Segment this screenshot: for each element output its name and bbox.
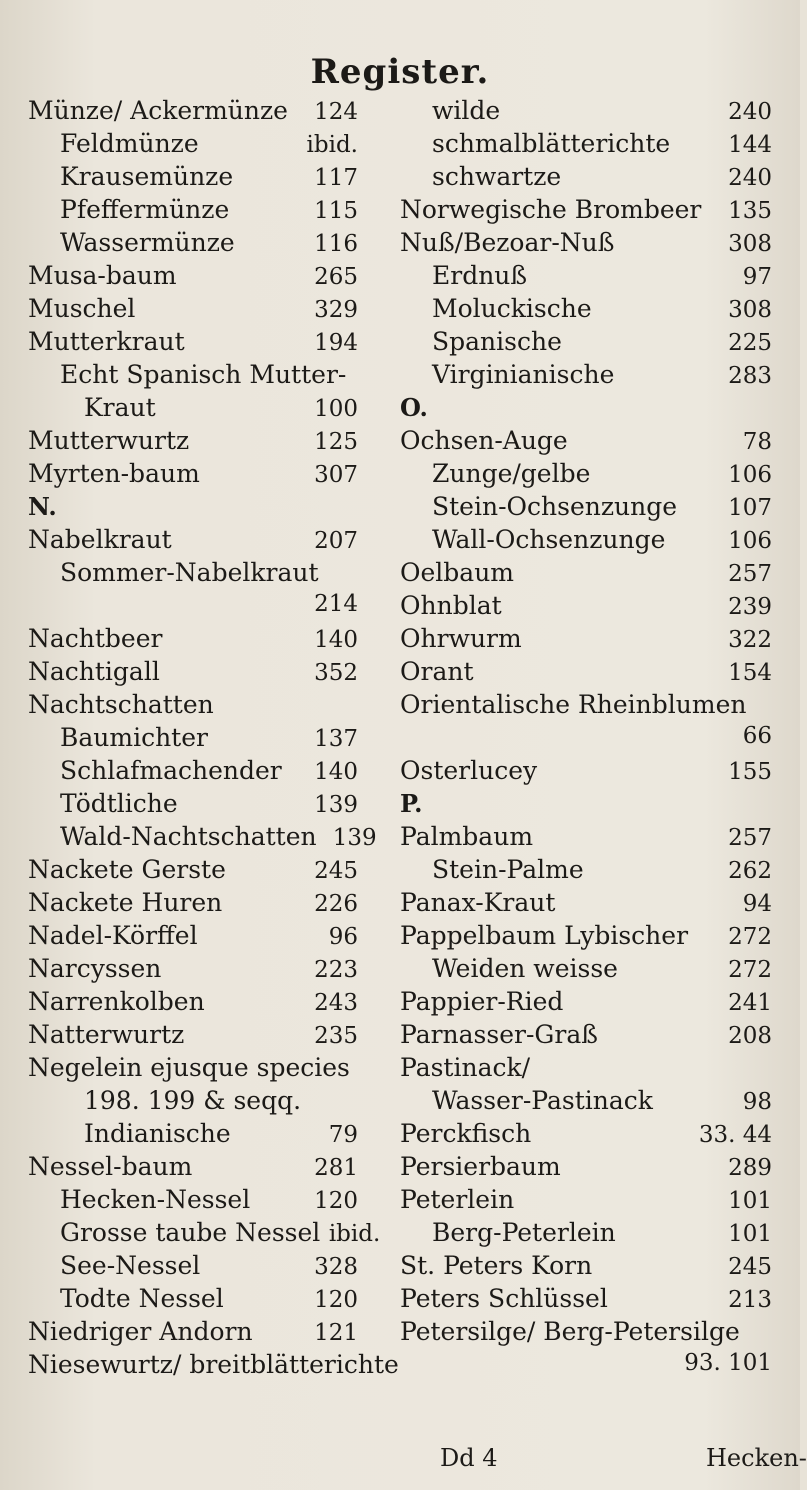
index-entry: [28, 228, 358, 261]
entry-page: 283: [728, 363, 772, 389]
entry-term: Ohrwurm: [400, 624, 522, 653]
entry-page: 117: [314, 165, 358, 191]
index-entry: [400, 591, 772, 624]
index-entry: [28, 294, 358, 327]
entry-page: 257: [728, 561, 772, 587]
entry-term: Ohnblat: [400, 591, 502, 620]
index-entry: [400, 954, 772, 987]
entry-term: Mutterkraut: [28, 327, 185, 356]
entry-term: Persierbaum: [400, 1152, 561, 1181]
entry-term: Natterwurtz: [28, 1020, 185, 1049]
entry-term: Virginianische: [432, 360, 615, 389]
entry-term: Perckfisch: [400, 1119, 532, 1148]
index-entry: [400, 360, 772, 393]
index-entry: [400, 690, 772, 723]
entry-term: Tödtliche: [60, 789, 178, 818]
entry-term: Nabelkraut: [28, 525, 172, 554]
entry-page: 144: [728, 132, 772, 158]
index-entry: [400, 921, 772, 954]
index-entry: [400, 294, 772, 327]
entry-term: Hecken-Nessel: [60, 1185, 251, 1214]
entry-page: 94: [742, 891, 772, 917]
entry-page: 101: [728, 1188, 772, 1214]
index-entry: [28, 1284, 358, 1317]
entry-term: Todte Nessel: [60, 1284, 224, 1313]
index-entry: [28, 162, 358, 195]
index-entry: [28, 954, 358, 987]
page-title: Register.: [310, 52, 490, 92]
entry-page: 97: [742, 264, 772, 290]
entry-page: 107: [728, 495, 772, 521]
entry-page: 265: [314, 264, 358, 290]
section-letter: P.: [400, 789, 423, 818]
index-entry: [400, 129, 772, 162]
entry-term: Parnasser-Graß: [400, 1020, 598, 1049]
entry-term: Nessel-baum: [28, 1152, 193, 1181]
section-letter: N.: [28, 492, 57, 521]
entry-term: schmalblätterichte: [432, 129, 671, 158]
entry-term: Kraut: [84, 393, 156, 422]
index-entry: [400, 1053, 772, 1086]
index-entry: [400, 492, 772, 525]
entry-term: Indianische: [84, 1119, 231, 1148]
index-entry: [28, 327, 358, 360]
index-entry: [28, 690, 358, 723]
index-entry: [28, 789, 358, 822]
index-entry: [28, 987, 358, 1020]
index-entry: [28, 1251, 358, 1284]
entry-term: Münze/ Ackermünze: [28, 96, 288, 125]
entry-term: Weiden weisse: [432, 954, 618, 983]
entry-term: See-Nessel: [60, 1251, 201, 1280]
entry-term: Stein-Ochsenzunge: [432, 492, 678, 521]
index-entry: [400, 1020, 772, 1053]
entry-term: Wall-Ochsenzunge: [432, 525, 666, 554]
index-entry: [28, 1086, 358, 1119]
entry-page: 245: [728, 1254, 772, 1280]
index-entry: [400, 1317, 772, 1350]
entry-term: Palmbaum: [400, 822, 534, 851]
entry-page: 96: [328, 924, 358, 950]
entry-page: 241: [728, 990, 772, 1016]
entry-page: 272: [728, 957, 772, 983]
index-entry: [400, 888, 772, 921]
entry-page: 79: [328, 1122, 358, 1148]
entry-term: Ochsen-Auge: [400, 426, 568, 455]
entry-page: 100: [314, 396, 358, 422]
entry-page: 93. 101: [684, 1350, 772, 1376]
signature-mark: Dd 4: [440, 1444, 498, 1472]
entry-page: 106: [728, 462, 772, 488]
entry-term: schwartze: [432, 162, 562, 191]
entry-term: Nachtschatten: [28, 690, 214, 719]
entry-page: 281: [314, 1155, 358, 1181]
index-entry: [400, 1251, 772, 1284]
index-entry: [400, 1350, 772, 1383]
entry-page: 352: [314, 660, 358, 686]
index-entry: [400, 426, 772, 459]
entry-term: Krausemünze: [60, 162, 234, 191]
index-entry: [28, 657, 358, 690]
entry-page: 140: [314, 627, 358, 653]
entry-page: 120: [314, 1188, 358, 1214]
entry-term: Petersilge/ Berg-Petersilge: [400, 1317, 740, 1346]
entry-page: 235: [314, 1023, 358, 1049]
index-entry: [400, 1086, 772, 1119]
index-entry: [28, 855, 358, 888]
index-entry: [400, 756, 772, 789]
entry-term: Feldmünze: [60, 129, 199, 158]
index-entry: [400, 1152, 772, 1185]
entry-term: Norwegische Brombeer: [400, 195, 702, 224]
index-entry: [400, 459, 772, 492]
index-entry: [28, 822, 377, 855]
index-entry: [28, 1053, 358, 1086]
entry-page: 223: [314, 957, 358, 983]
index-entry: [28, 261, 358, 294]
entry-page: 98: [742, 1089, 772, 1115]
entry-term: Pappelbaum Lybischer: [400, 921, 689, 950]
entry-term: Negelein ejusque species: [28, 1053, 350, 1082]
index-entry: [400, 327, 772, 360]
entry-term: Zunge/gelbe: [432, 459, 591, 488]
index-entry: [400, 822, 772, 855]
entry-page: 125: [314, 429, 358, 455]
entry-term: Mutterwurtz: [28, 426, 190, 455]
entry-page: 245: [314, 858, 358, 884]
entry-term: Narrenkolben: [28, 987, 205, 1016]
entry-term: Nackete Gerste: [28, 855, 226, 884]
entry-page: 139: [314, 792, 358, 818]
entry-term: 198. 199 & seqq.: [84, 1086, 302, 1115]
entry-page: 115: [314, 198, 358, 224]
entry-page: 226: [314, 891, 358, 917]
entry-term: Spanische: [432, 327, 562, 356]
entry-page: 322: [728, 627, 772, 653]
index-entry: [28, 459, 358, 492]
entry-page: 289: [728, 1155, 772, 1181]
entry-term: Nachtbeer: [28, 624, 163, 653]
entry-page: 240: [728, 99, 772, 125]
index-entry: [400, 657, 772, 690]
index-entry: [28, 1020, 358, 1053]
entry-term: Wassermünze: [60, 228, 235, 257]
right-column: [400, 96, 772, 1383]
entry-term: Nuß/Bezoar-Nuß: [400, 228, 615, 257]
index-entry: [400, 624, 772, 657]
index-entry: [28, 888, 358, 921]
entry-term: Peterlein: [400, 1185, 515, 1214]
index-entry: [28, 1350, 399, 1383]
index-entry: [400, 261, 772, 294]
index-entry: [400, 96, 772, 129]
index-entry: [28, 558, 358, 591]
entry-page: 194: [314, 330, 358, 356]
entry-page: 101: [728, 1221, 772, 1247]
index-entry: [28, 525, 358, 558]
index-entry: [400, 195, 772, 228]
index-entry: [400, 162, 772, 195]
entry-term: Niedriger Andorn: [28, 1317, 253, 1346]
entry-page: 135: [728, 198, 772, 224]
entry-page: 214: [314, 591, 358, 617]
entry-term: Osterlucey: [400, 756, 538, 785]
entry-page: 257: [728, 825, 772, 851]
index-entry: [400, 1119, 772, 1152]
entry-page: 124: [314, 99, 358, 125]
entry-term: Nachtigall: [28, 657, 160, 686]
entry-page: 106: [728, 528, 772, 554]
entry-term: Berg-Peterlein: [432, 1218, 616, 1247]
entry-page: ibid.: [306, 132, 358, 158]
index-entry: [28, 591, 358, 624]
entry-page: 66: [742, 723, 772, 749]
index-entry: [28, 1152, 358, 1185]
entry-term: Orant: [400, 657, 474, 686]
index-entry: [28, 1317, 358, 1350]
entry-term: Niesewurtz/ breitblätterichte: [28, 1350, 399, 1379]
entry-term: Narcyssen: [28, 954, 162, 983]
entry-term: Moluckische: [432, 294, 592, 323]
entry-term: Sommer-Nabelkraut: [60, 558, 319, 587]
entry-page: ibid.: [328, 1221, 381, 1247]
entry-page: 308: [728, 231, 772, 257]
entry-term: Musa-baum: [28, 261, 177, 290]
entry-page: 155: [728, 759, 772, 785]
entry-term: Oelbaum: [400, 558, 515, 587]
section-heading: [28, 492, 358, 525]
entry-term: Pappier-Ried: [400, 987, 564, 1016]
entry-term: Muschel: [28, 294, 136, 323]
index-entry: [28, 756, 358, 789]
entry-page: 33. 44: [698, 1122, 772, 1148]
entry-term: Nadel-Körffel: [28, 921, 198, 950]
index-entry: [400, 558, 772, 591]
entry-page: 329: [314, 297, 358, 323]
entry-page: 213: [728, 1287, 772, 1313]
entry-page: 137: [314, 726, 358, 752]
entry-page: 139: [332, 825, 377, 851]
index-entry: [28, 723, 358, 756]
entry-term: Echt Spanisch Mutter-: [60, 360, 347, 389]
entry-term: Wasser-Pastinack: [432, 1086, 653, 1115]
entry-term: Myrten-baum: [28, 459, 200, 488]
index-entry: [28, 1218, 381, 1251]
entry-page: 272: [728, 924, 772, 950]
entry-page: 121: [314, 1320, 358, 1346]
left-column: [28, 96, 399, 1383]
index-entry: [400, 1185, 772, 1218]
index-entry: [28, 1119, 358, 1152]
index-entry: [28, 426, 358, 459]
entry-page: 116: [314, 231, 358, 257]
entry-term: St. Peters Korn: [400, 1251, 593, 1280]
index-entry: [400, 228, 772, 261]
index-entry: [400, 1284, 772, 1317]
entry-page: 208: [728, 1023, 772, 1049]
entry-page: 225: [728, 330, 772, 356]
entry-term: Pastinack/: [400, 1053, 531, 1082]
entry-term: Baumichter: [60, 723, 208, 752]
entry-page: 154: [728, 660, 772, 686]
section-heading: [400, 789, 772, 822]
entry-page: 78: [742, 429, 772, 455]
entry-page: 308: [728, 297, 772, 323]
entry-term: Nackete Huren: [28, 888, 223, 917]
entry-page: 120: [314, 1287, 358, 1313]
entry-page: 239: [728, 594, 772, 620]
entry-page: 240: [728, 165, 772, 191]
entry-term: Erdnuß: [432, 261, 528, 290]
entry-page: 262: [728, 858, 772, 884]
entry-term: Grosse taube Nessel: [60, 1218, 321, 1247]
index-entry: [28, 921, 358, 954]
index-entry: [28, 624, 358, 657]
index-entry: [400, 855, 772, 888]
entry-term: wilde: [432, 96, 501, 125]
entry-term: Stein-Palme: [432, 855, 584, 884]
entry-page: 140: [314, 759, 358, 785]
entry-term: Peters Schlüssel: [400, 1284, 608, 1313]
index-entry: [28, 96, 358, 129]
entry-page: 328: [314, 1254, 358, 1280]
catchword: Hecken-: [706, 1444, 807, 1472]
section-heading: [400, 393, 772, 426]
entry-term: Wald-Nachtschatten: [60, 822, 317, 851]
index-entry: [400, 1218, 772, 1251]
entry-term: Schlafmachender: [60, 756, 282, 785]
entry-term: Orientalische Rheinblumen: [400, 690, 747, 719]
index-entry: [400, 723, 772, 756]
section-letter: O.: [400, 393, 428, 422]
entry-term: Pfeffermünze: [60, 195, 230, 224]
index-entry: [400, 987, 772, 1020]
index-entry: [28, 195, 358, 228]
index-entry: [400, 525, 772, 558]
index-entry: [28, 360, 358, 393]
entry-page: 207: [314, 528, 358, 554]
entry-page: 307: [314, 462, 358, 488]
index-entry: [28, 393, 358, 426]
index-entry: [28, 1185, 358, 1218]
entry-term: Panax-Kraut: [400, 888, 556, 917]
entry-page: 243: [314, 990, 358, 1016]
index-entry: [28, 129, 358, 162]
